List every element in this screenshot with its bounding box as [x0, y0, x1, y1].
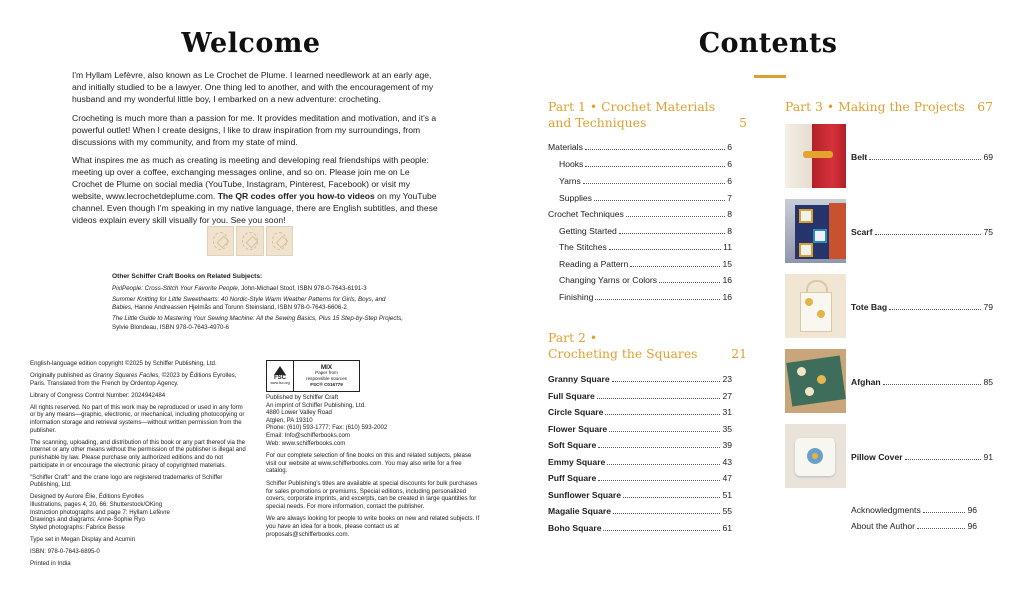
pillow-cover-photo: [785, 424, 846, 488]
toc-label: Finishing: [559, 292, 594, 302]
flower-motif: [805, 298, 813, 306]
ornament-tile: [207, 226, 234, 256]
toc-page: 35: [722, 423, 732, 434]
isbn-line: ISBN: 978-0-7643-6895-0: [30, 547, 100, 555]
leader-dots: [889, 309, 981, 310]
intro-paragraph-1: I'm Hyllam Lefèvre, also known as Le Crochet de Plume. I learned needlework at an early age, and initially studied to be a lawyer. One thing led to another, and with the encouragement of my husband and my wonderful little boy, I embarked on a new adventure: crocheting.: [72, 70, 434, 104]
leader-dots: [917, 528, 965, 529]
other-books: [112, 273, 404, 335]
proposals-note: We are always looking for people to write books on new and related subjects. If you have an idea for a book, please contact us at proposals@schifferbooks.com.: [266, 515, 480, 538]
part3-page: 67: [977, 99, 993, 114]
toc-label: Reading a Pattern: [559, 259, 629, 269]
credit-line: Drawings and diagrams: Anne-Sophie Ryo: [30, 516, 145, 524]
part2-title-line2: Crocheting the Squares: [548, 346, 698, 361]
part1-title-line1: Part 1 • Crochet Materials: [548, 99, 716, 114]
bag-body: [800, 292, 832, 332]
granny-square: [813, 229, 827, 243]
afghan-blanket: [786, 355, 846, 406]
toc-entry: [851, 300, 993, 312]
toc-label: Scarf: [851, 227, 873, 237]
toc-label: Boho Square: [548, 522, 602, 533]
typeset-line: Type set in Megan Display and Acumin: [30, 535, 136, 543]
leader-dots: [905, 459, 982, 460]
title-underline: [754, 75, 786, 78]
toc-entry[interactable]: [559, 257, 732, 269]
toc-entry: [851, 150, 993, 162]
toc-label: Sunflower Square: [548, 489, 622, 500]
orig-pub-end: ©2023 by Éditions Eyrolles, Paris. Translated from the French by Ordentop Agency.: [30, 372, 237, 387]
toc-page: 23: [722, 374, 732, 384]
toc-entry[interactable]: [548, 140, 732, 152]
publisher-address: [266, 394, 480, 447]
toc-page: 91: [983, 452, 993, 462]
other-books-heading: Other Schiffer Craft Books on Related Subjects:: [112, 273, 263, 280]
orig-pub-start: Originally published as: [30, 372, 94, 380]
toc-page: 15: [722, 259, 732, 269]
fsc-logo: [267, 361, 294, 391]
intro-paragraph-3: [72, 155, 442, 226]
other-book-details: Hanne Andreassen Hjelmås and Torunn Steinsland, ISBN 978-0-7643-6606-2: [132, 304, 347, 312]
toc-page: 96: [967, 521, 977, 531]
toc-entry[interactable]: [559, 157, 732, 169]
trademark-notice: "Schiffer Craft" and the crane logo are registered trademarks of Schiffer Publishing, Ltd.: [30, 473, 223, 489]
belt-photo: [785, 124, 846, 188]
fsc-code: FSC® C016779: [310, 381, 343, 387]
toc-page: 7: [727, 193, 732, 203]
toc-page: 6: [727, 159, 732, 169]
part1-title-line2: and Techniques: [548, 115, 647, 130]
back-matter-toc: [851, 503, 977, 535]
welcome-title: Welcome: [181, 28, 321, 59]
toc-entry[interactable]: [559, 273, 732, 285]
leader-dots: [603, 530, 720, 531]
flower-motif: [817, 310, 825, 318]
toc-label: Changing Yarns or Colors: [559, 275, 658, 285]
toc-entry[interactable]: [548, 488, 732, 500]
toc-page: 43: [722, 456, 732, 467]
toc-label: Magalie Square: [548, 506, 612, 516]
publisher-info: [266, 394, 480, 543]
leader-dots: [594, 200, 725, 201]
leader-dots: [659, 282, 720, 283]
right-page: [512, 0, 1024, 614]
crochet-ornament: [207, 226, 293, 256]
toc-entry: [851, 375, 993, 387]
part2-page: 21: [731, 346, 747, 361]
part2-toc: [548, 372, 732, 537]
contents-title: Contents: [698, 28, 838, 59]
toc-label: Granny Square: [548, 374, 610, 384]
toc-entry[interactable]: [548, 372, 732, 384]
toc-label: Emmy Square: [548, 456, 606, 467]
toc-page: 69: [983, 152, 993, 162]
toc-label: Yarns: [559, 176, 581, 186]
leader-dots: [623, 497, 720, 498]
toc-entry[interactable]: [548, 455, 732, 467]
toc-page: 6: [727, 176, 732, 186]
leader-dots: [598, 447, 720, 448]
toc-label: About the Author: [851, 521, 916, 531]
toc-label: The Stitches: [559, 242, 607, 252]
other-book-item: [112, 315, 404, 332]
rights-reserved: All rights reserved. No part of this work may be reproduced or used in any form or by any means—graphic, electronic, or mechanical, including photocopying or information storage and retrieval systems—without written permission from the publisher.: [30, 403, 245, 434]
project-entry-afghan[interactable]: [785, 349, 993, 413]
toc-page: 16: [722, 292, 732, 302]
intro-p3-start: What inspires me as much as creating is meeting and developing real friendships with people: meeting up over a coffee, exchanging messages online, and so on. Please join me on Le Crochet de Plume on social media (YouTube, Instagram, Pinterest, Facebook) or visit my website, www.lecrochetdeplume.com.: [72, 155, 429, 202]
toc-label: Acknowledgments: [851, 505, 921, 515]
original-publication: [30, 372, 246, 387]
toc-label: Pillow Cover: [851, 452, 903, 462]
publisher-line: An imprint of Schiffer Publishing, Ltd.: [266, 401, 366, 409]
intro-p3-end: on my YouTube channel. Even though I'm speaking in my native language, there are English subtitles, and these videos explain every skill visually for you. See you soon!: [72, 191, 438, 225]
toc-page: 61: [722, 522, 732, 533]
fsc-logo-word: FSC: [274, 374, 286, 381]
leader-dots: [923, 512, 966, 513]
other-book-details: John-Michael Stoof, ISBN 978-0-7643-6191-3: [239, 284, 367, 292]
publisher-line: Published by Schiffer Craft: [266, 394, 339, 401]
orig-pub-title: Granny Squares Faciles,: [93, 372, 161, 380]
printed-line: Printed in India: [30, 559, 71, 567]
leader-dots: [609, 249, 721, 250]
project-entry-pillow-cover[interactable]: [785, 424, 993, 488]
toc-label: Puff Square: [548, 473, 597, 483]
flower-motif: [797, 367, 806, 376]
toc-label: Crochet Techniques: [548, 209, 624, 219]
toc-label: Afghan: [851, 377, 881, 387]
granny-square: [799, 243, 813, 257]
tree-icon: [274, 366, 286, 375]
toc-label: Materials: [548, 142, 583, 152]
publisher-line: Web: www.schifferbooks.com: [266, 439, 346, 447]
toc-page: 47: [722, 473, 732, 483]
leader-dots: [598, 480, 720, 481]
other-book-item: [112, 285, 404, 294]
toc-entry[interactable]: [548, 207, 732, 219]
toc-page: 75: [983, 227, 993, 237]
other-book-item: [112, 296, 404, 313]
bulk-note: Schiffer Publishing's titles are available at special discounts for bulk purchases for sales promotions or premiums. Special editions, including personalized covers, corporate imprints, and excerpts, can be created in large quantities for special needs. For more information, contact the publisher.: [266, 479, 478, 510]
leader-dots: [607, 464, 720, 465]
publisher-line: Email: Info@schifferbooks.com: [266, 431, 350, 439]
toc-page: 6: [727, 142, 732, 152]
toc-label: Soft Square: [548, 440, 597, 450]
credit-line: Designed by Aurore Élie, Éditions Eyrolles: [30, 493, 144, 501]
leader-dots: [630, 266, 720, 267]
other-book-details: Sylvie Blondeau, ISBN 978-0-7643-4970-6: [112, 323, 229, 331]
toc-entry: [851, 225, 993, 237]
flower-motif: [817, 375, 826, 384]
publisher-line: Phone: (610) 593-1777; Fax: (610) 593-2002: [266, 424, 388, 432]
project-entry-tote-bag[interactable]: [785, 274, 993, 338]
toc-entry[interactable]: [548, 405, 732, 417]
legal-notice: [30, 360, 246, 572]
leader-dots: [605, 414, 720, 415]
toc-page: 39: [722, 440, 732, 450]
toc-entry[interactable]: [559, 174, 732, 186]
leader-dots: [869, 159, 981, 160]
fsc-line: Paper from: [315, 370, 338, 376]
tote-bag-photo: [785, 274, 846, 338]
catalog-note: For our complete selection of fine books on this and related subjects, please visit our website at www.schifferbooks.com. You may also write for a free catalog.: [266, 452, 472, 475]
toc-page: 51: [722, 489, 732, 500]
leader-dots: [875, 234, 982, 235]
toc-entry[interactable]: [851, 503, 977, 515]
toc-entry[interactable]: [548, 438, 732, 450]
toc-entry[interactable]: [548, 521, 732, 533]
leader-dots: [619, 233, 725, 234]
toc-label: Getting Started: [559, 226, 617, 236]
toc-entry[interactable]: [559, 240, 732, 252]
toc-page: 8: [727, 226, 732, 236]
project-entry-belt[interactable]: [785, 124, 993, 188]
part1-heading: [548, 99, 747, 131]
credit-line: Illustrations, pages 4, 20, 66: Shutterstock/OKing: [30, 500, 163, 508]
ornament-tile: [266, 226, 293, 256]
toc-label: Full Square: [548, 390, 595, 401]
part2-heading: [548, 330, 747, 362]
toc-entry[interactable]: [851, 519, 977, 531]
toc-page: 79: [983, 302, 993, 312]
fsc-line: responsible sources: [306, 375, 347, 381]
fsc-label: [266, 360, 360, 392]
toc-entry[interactable]: [548, 389, 732, 401]
leader-dots: [595, 299, 720, 300]
toc-label: Supplies: [559, 193, 592, 203]
granny-square: [799, 209, 813, 223]
coat: [829, 203, 846, 259]
afghan-photo: [785, 349, 846, 413]
belt-tieback: [803, 151, 833, 158]
part1-page: 5: [739, 115, 747, 130]
part3-heading: [785, 99, 993, 115]
credits: [30, 493, 246, 531]
toc-page: 16: [722, 275, 732, 285]
fsc-mix: MIX: [320, 364, 333, 372]
leader-dots: [585, 149, 725, 150]
part1-toc: [548, 140, 732, 305]
leader-dots: [597, 398, 721, 399]
leader-dots: [583, 183, 725, 184]
leader-dots: [612, 381, 721, 382]
project-entry-scarf[interactable]: [785, 199, 993, 263]
credit-line: Instruction photographs and page 7: Hyllam Lefèvre: [30, 508, 170, 516]
toc-page: 31: [722, 407, 732, 417]
toc-label: Belt: [851, 152, 868, 162]
flower-center: [812, 453, 818, 459]
leader-dots: [613, 513, 720, 514]
part2-title-line1: Part 2 •: [548, 330, 598, 345]
leader-dots: [609, 431, 720, 432]
leader-dots: [626, 216, 725, 217]
other-book-title: The Little Guide to Mastering Your Sewing Machine: All the Sewing Basics, Plus 15 Step-by-Step Projects,: [112, 315, 403, 323]
publisher-line: Atglen, PA 19310: [266, 416, 313, 424]
toc-page: 85: [983, 377, 993, 387]
intro-paragraph-2: Crocheting is much more than a passion for me. It provides meditation and motivation, and it's a powerful outlet! When I create designs, I like to draw inspiration from my surroundings, from discussions with my community, and from my state of mind.: [72, 112, 437, 147]
toc-page: 11: [723, 242, 732, 252]
toc-page: 27: [722, 390, 732, 401]
piracy-notice: The scanning, uploading, and distribution of this book or any part thereof via the Internet or any other means without the permission of the publisher is illegal and punishable by law. Please purchase only authorized editions and do not participate in or encourage the electronic piracy of copyrighted materials.: [30, 438, 246, 469]
toc-entry[interactable]: [548, 471, 732, 483]
fsc-text: [294, 361, 359, 391]
toc-entry[interactable]: [559, 224, 732, 236]
lccn: Library of Congress Control Number: 2024942484: [30, 391, 166, 399]
toc-label: Hooks: [559, 159, 584, 169]
intro-p3-bold: The QR codes offer you how-to videos: [217, 191, 375, 202]
toc-page: 96: [967, 505, 977, 515]
ornament-tile: [236, 226, 263, 256]
publisher-line: 4880 Lower Valley Road: [266, 409, 332, 417]
other-book-title: PixlPeople: Cross-Stitch Your Favorite People,: [112, 284, 240, 292]
scarf-photo: [785, 199, 846, 263]
toc-entry[interactable]: [559, 191, 732, 203]
flower-motif: [805, 387, 814, 396]
toc-label: Tote Bag: [851, 302, 888, 312]
other-book-title: Summer Knitting for Little Sweethearts: 40 Nordic-Style Warm Weather Patterns for Girls, Boys, and Babies,: [112, 295, 386, 312]
leader-dots: [585, 166, 725, 167]
toc-label: Circle Square: [548, 407, 604, 417]
leader-dots: [883, 384, 982, 385]
fsc-logo-url: www.fsc.org: [270, 381, 290, 385]
credit-line: Styled photographs: Fabrice Besse: [30, 523, 125, 531]
toc-page: 8: [727, 209, 732, 219]
toc-entry[interactable]: [548, 504, 732, 516]
toc-entry[interactable]: [548, 422, 732, 434]
toc-label: Flower Square: [548, 423, 608, 434]
toc-page: 55: [722, 506, 732, 516]
part3-title: Part 3 • Making the Projects: [785, 99, 965, 114]
toc-entry: [851, 450, 993, 462]
toc-entry[interactable]: [559, 290, 732, 302]
copyright-line: English-language edition copyright ©2025 by Schiffer Publishing, Ltd.: [30, 360, 217, 367]
intro-text: [72, 70, 442, 234]
